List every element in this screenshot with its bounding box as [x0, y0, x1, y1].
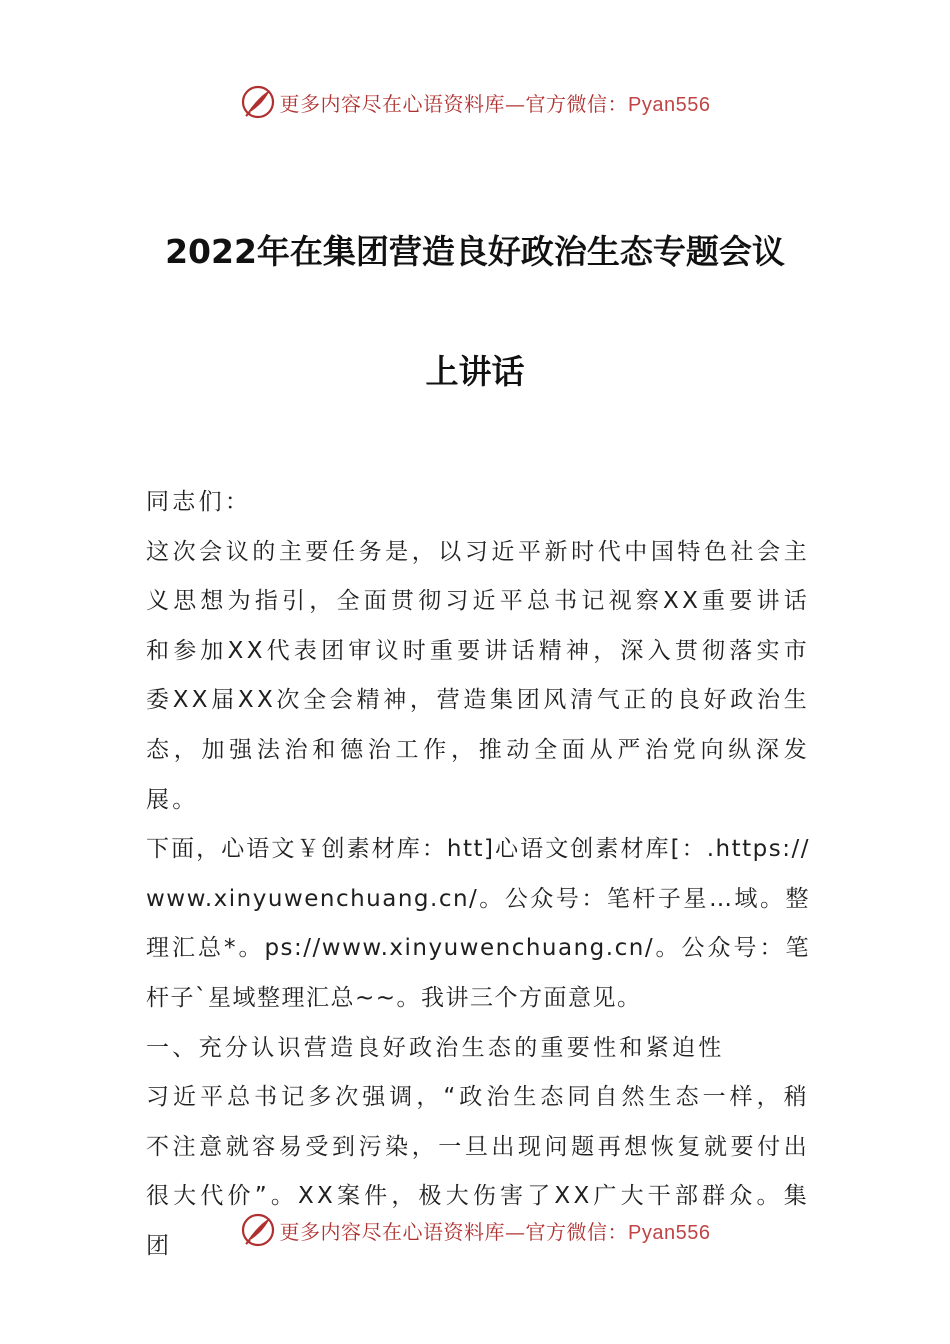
- document-title-line-1: 2022年在集团营造良好政治生态专题会议: [165, 232, 785, 271]
- paragraph-source-note: 下面，心语文￥创素材库：htt]心语文创素材库[：.https://www.xinyuwenchuang.cn/。公众号：笔杆子星…域。整理汇总*。ps://www.xinyuwenchuang.cn/。公众号：笔杆子`星域整理汇总~~。我讲三个方面意见。: [146, 836, 810, 1011]
- banner-text: 更多内容尽在心语资料库—官方微信：Pyan556: [279, 91, 711, 116]
- header-banner: [0, 80, 950, 124]
- wechat-id: Pyan556: [628, 93, 711, 116]
- paragraph-salutation: 同志们：: [146, 489, 252, 515]
- section-heading-1: 一、充分认识营造良好政治生态的重要性和紧迫性: [146, 1034, 725, 1061]
- quill-logo-icon: [240, 84, 276, 120]
- document-title-line-2: 上讲话: [425, 352, 525, 391]
- document-body: [146, 478, 810, 1272]
- wechat-id: Pyan556: [628, 1221, 711, 1244]
- banner-text: 更多内容尽在心语资料库—官方微信：Pyan556: [279, 1219, 711, 1244]
- paragraph-intro: 这次会议的主要任务是，以习近平新时代中国特色社会主义思想为指引，全面贯彻习近平总书记视察XX重要讲话和参加XX代表团审议时重要讲话精神，深入贯彻落实市委XX届XX次全会精神，营造集团风清气正的良好政治生态，加强法治和德治工作，推动全面从严治党向纵深发展。: [146, 538, 810, 813]
- footer-banner: [0, 1208, 950, 1252]
- quill-logo-icon: [240, 1212, 276, 1248]
- paragraph-section-1: 习近平总书记多次强调，“政治生态同自然生态一样，稍不注意就容易受到污染，一旦出现问题再想恢复就要付出很大代价”。XX案件，极大伤害了XX广大干部群众。集团: [146, 1084, 810, 1259]
